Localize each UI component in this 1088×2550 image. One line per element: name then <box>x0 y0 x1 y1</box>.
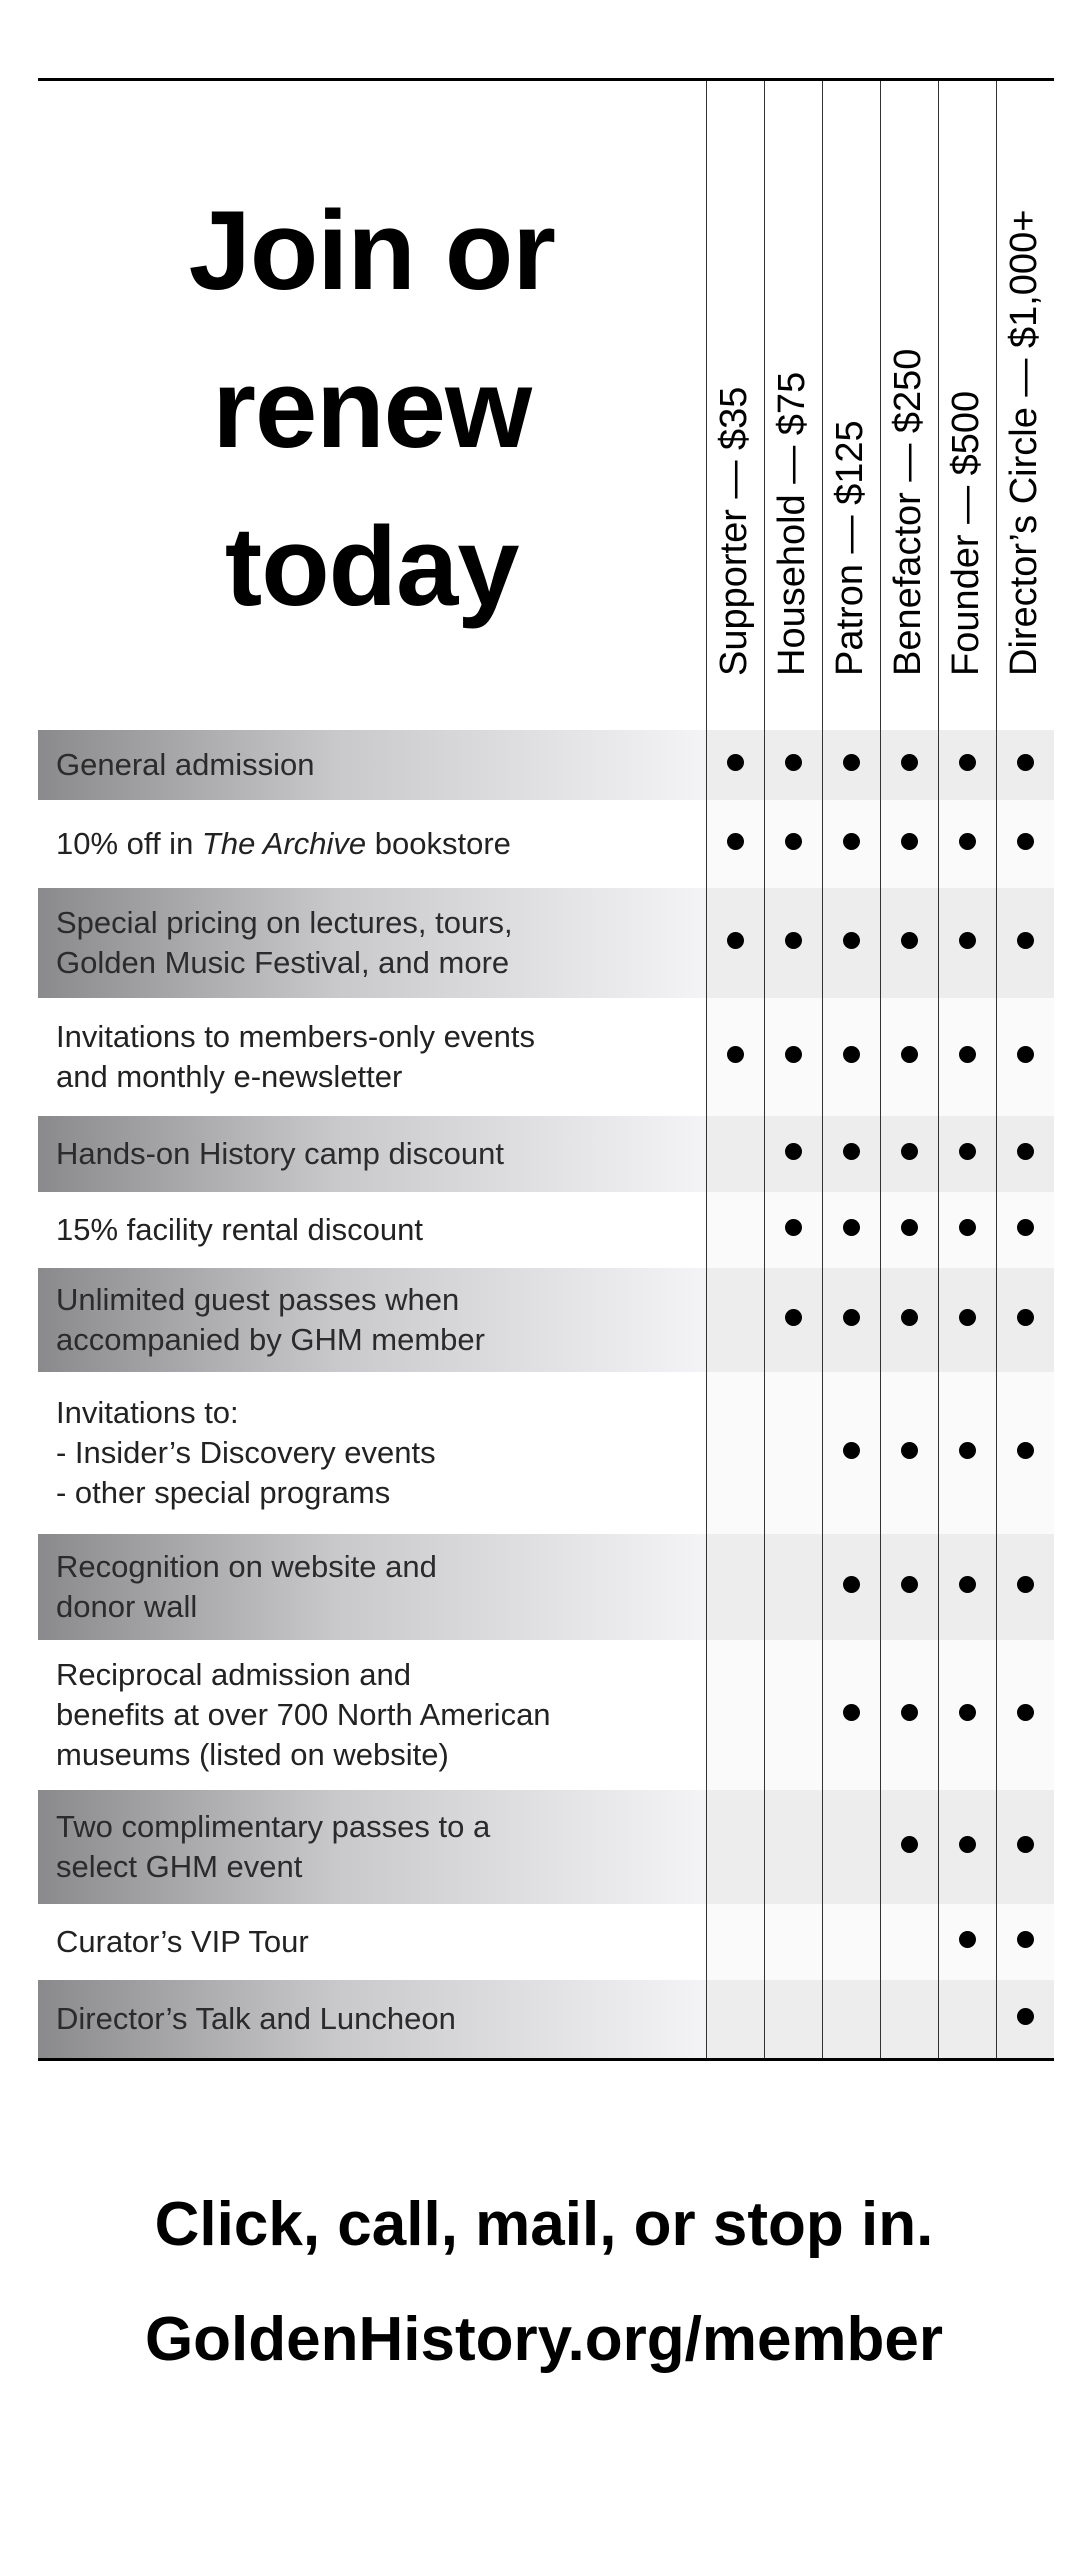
tier-cell <box>822 1640 880 1790</box>
included-dot-icon <box>785 833 802 850</box>
tier-cell <box>706 1980 764 2060</box>
included-dot-icon <box>901 833 918 850</box>
included-dot-icon <box>959 1309 976 1326</box>
table-row <box>38 730 1054 800</box>
tier-cell <box>706 730 764 800</box>
not-included-cell <box>727 1442 744 1459</box>
included-dot-icon <box>1017 1046 1034 1063</box>
tier-cell <box>938 1980 996 2060</box>
benefit-label: Recognition on website and donor wall <box>38 1534 706 1640</box>
tier-cell <box>764 1790 822 1904</box>
included-dot-icon <box>843 1219 860 1236</box>
tier-cell <box>706 1790 764 1904</box>
not-included-cell <box>785 2008 802 2025</box>
tier-label: Patron — $125 <box>829 419 871 676</box>
tier-cell <box>880 1980 938 2060</box>
tier-cell <box>938 1904 996 1980</box>
tier-cell <box>706 1904 764 1980</box>
included-dot-icon <box>959 1704 976 1721</box>
included-dot-icon <box>843 1143 860 1160</box>
tier-cell <box>880 1268 938 1372</box>
included-dot-icon <box>1017 1442 1034 1459</box>
tier-cell <box>764 730 822 800</box>
tier-cell <box>996 1790 1054 1904</box>
benefit-label: Hands-on History camp discount <box>38 1116 706 1192</box>
table-row <box>38 1116 1054 1192</box>
page-title: Join or renew today <box>188 188 555 630</box>
tier-cell <box>938 888 996 998</box>
tier-cell <box>764 1534 822 1640</box>
benefit-label: Invitations to members-only events and monthly e-newsletter <box>56 1018 535 1094</box>
included-dot-icon <box>901 1046 918 1063</box>
benefit-label: Reciprocal admission and benefits at over 700 North American museums (listed on website) <box>56 1656 551 1772</box>
included-dot-icon <box>901 1442 918 1459</box>
included-dot-icon <box>959 932 976 949</box>
tier-cell <box>938 1534 996 1640</box>
tier-cell <box>706 888 764 998</box>
not-included-cell <box>785 1931 802 1948</box>
included-dot-icon <box>959 1442 976 1459</box>
tier-cell <box>822 1904 880 1980</box>
not-included-cell <box>727 1309 744 1326</box>
not-included-cell <box>785 1442 802 1459</box>
tier-cell <box>938 998 996 1116</box>
tier-header-directors-circle <box>996 80 1054 730</box>
included-dot-icon <box>785 1046 802 1063</box>
tier-cell <box>706 1192 764 1268</box>
included-dot-icon <box>1017 1219 1034 1236</box>
included-dot-icon <box>843 1704 860 1721</box>
table-row <box>38 1192 1054 1268</box>
included-dot-icon <box>727 932 744 949</box>
benefit-label: Curator’s VIP Tour <box>56 1923 309 1959</box>
included-dot-icon <box>901 1836 918 1853</box>
tier-cell <box>764 1980 822 2060</box>
included-dot-icon <box>901 1219 918 1236</box>
not-included-cell <box>901 2008 918 2025</box>
tier-cell <box>706 998 764 1116</box>
benefit-label: General admission <box>38 730 706 800</box>
included-dot-icon <box>843 932 860 949</box>
tier-cell <box>880 1790 938 1904</box>
benefit-label: Unlimited guest passes when accompanied by GHM member <box>38 1268 706 1372</box>
table-row <box>38 1268 1054 1372</box>
included-dot-icon <box>959 833 976 850</box>
tier-cell <box>822 730 880 800</box>
tier-cell <box>996 1268 1054 1372</box>
tier-cell <box>938 1268 996 1372</box>
included-dot-icon <box>1017 833 1034 850</box>
tier-cell <box>764 998 822 1116</box>
included-dot-icon <box>901 1309 918 1326</box>
benefit-label: Director’s Talk and Luncheon <box>38 1980 706 2060</box>
tier-cell <box>996 1640 1054 1790</box>
benefit-label: Two complimentary passes to a select GHM event <box>38 1790 706 1904</box>
tier-cell <box>880 1904 938 1980</box>
not-included-cell <box>843 2008 860 2025</box>
included-dot-icon <box>843 1576 860 1593</box>
tier-cell <box>938 730 996 800</box>
tier-cell <box>764 1192 822 1268</box>
tier-cell <box>880 888 938 998</box>
tier-cell <box>996 800 1054 888</box>
not-included-cell <box>727 1836 744 1853</box>
included-dot-icon <box>1017 1704 1034 1721</box>
tier-cell <box>996 1372 1054 1534</box>
title-cell <box>38 80 706 730</box>
membership-benefits-table <box>38 78 1054 2061</box>
included-dot-icon <box>727 754 744 771</box>
not-included-cell <box>959 2008 976 2025</box>
benefit-label-part: bookstore <box>366 825 511 861</box>
tier-header-household <box>764 80 822 730</box>
tier-cell <box>996 1192 1054 1268</box>
tier-cell <box>938 1790 996 1904</box>
tier-cell <box>706 800 764 888</box>
tier-cell <box>880 1116 938 1192</box>
table-row <box>38 1904 1054 1980</box>
table-row <box>38 1534 1054 1640</box>
tier-label: Supporter — $35 <box>713 386 755 676</box>
tier-cell <box>880 1640 938 1790</box>
tier-cell <box>880 800 938 888</box>
tier-cell <box>706 1640 764 1790</box>
included-dot-icon <box>727 833 744 850</box>
tier-header-supporter <box>706 80 764 730</box>
included-dot-icon <box>1017 932 1034 949</box>
tier-cell <box>880 1192 938 1268</box>
tier-cell <box>822 1268 880 1372</box>
included-dot-icon <box>959 1576 976 1593</box>
tier-cell <box>996 998 1054 1116</box>
table-row <box>38 800 1054 888</box>
tier-cell <box>996 1534 1054 1640</box>
included-dot-icon <box>843 833 860 850</box>
tier-cell <box>706 1116 764 1192</box>
table-row <box>38 1640 1054 1790</box>
not-included-cell <box>785 1576 802 1593</box>
included-dot-icon <box>785 932 802 949</box>
included-dot-icon <box>785 754 802 771</box>
included-dot-icon <box>785 1309 802 1326</box>
tier-cell <box>822 1116 880 1192</box>
benefit-label: 15% facility rental discount <box>56 1211 424 1247</box>
tier-cell <box>764 1904 822 1980</box>
included-dot-icon <box>1017 1931 1034 1948</box>
tier-cell <box>880 730 938 800</box>
tier-cell <box>996 888 1054 998</box>
included-dot-icon <box>901 1143 918 1160</box>
included-dot-icon <box>1017 1143 1034 1160</box>
tier-label: Benefactor — $250 <box>887 348 929 676</box>
call-to-action-text: Click, call, mail, or stop in. <box>154 2190 934 2259</box>
tier-label: Founder — $500 <box>945 390 987 676</box>
tier-cell <box>764 800 822 888</box>
not-included-cell <box>843 1931 860 1948</box>
included-dot-icon <box>727 1046 744 1063</box>
tier-cell <box>938 1192 996 1268</box>
tier-cell <box>938 1640 996 1790</box>
table-header-row <box>38 80 1054 730</box>
included-dot-icon <box>959 754 976 771</box>
tier-cell <box>880 1534 938 1640</box>
included-dot-icon <box>843 1442 860 1459</box>
tier-cell <box>764 1116 822 1192</box>
tier-header-benefactor <box>880 80 938 730</box>
tier-cell <box>880 1372 938 1534</box>
tier-cell <box>996 1980 1054 2060</box>
tier-cell <box>706 1372 764 1534</box>
table-row <box>38 888 1054 998</box>
tier-label: Director’s Circle — $1,000+ <box>1003 209 1046 676</box>
included-dot-icon <box>1017 1309 1034 1326</box>
tier-cell <box>938 800 996 888</box>
included-dot-icon <box>785 1219 802 1236</box>
not-included-cell <box>843 1836 860 1853</box>
tier-header-founder <box>938 80 996 730</box>
not-included-cell <box>785 1704 802 1721</box>
benefit-label <box>38 800 706 888</box>
not-included-cell <box>901 1931 918 1948</box>
included-dot-icon <box>959 1836 976 1853</box>
tier-cell <box>822 888 880 998</box>
included-dot-icon <box>785 1143 802 1160</box>
table-row <box>38 1372 1054 1534</box>
tier-cell <box>764 888 822 998</box>
not-included-cell <box>727 1931 744 1948</box>
tier-cell <box>938 1372 996 1534</box>
tier-cell <box>996 1904 1054 1980</box>
included-dot-icon <box>901 1576 918 1593</box>
membership-url-link[interactable]: GoldenHistory.org/member <box>144 2305 944 2374</box>
table-row <box>38 1790 1054 1904</box>
table-row <box>38 1980 1054 2060</box>
tier-cell <box>822 1372 880 1534</box>
tier-cell <box>764 1640 822 1790</box>
tier-cell <box>764 1372 822 1534</box>
tier-cell <box>938 1116 996 1192</box>
included-dot-icon <box>1017 1836 1034 1853</box>
tier-cell <box>706 1268 764 1372</box>
tier-cell <box>706 1534 764 1640</box>
included-dot-icon <box>901 754 918 771</box>
included-dot-icon <box>1017 754 1034 771</box>
included-dot-icon <box>1017 1576 1034 1593</box>
included-dot-icon <box>901 1704 918 1721</box>
not-included-cell <box>727 2008 744 2025</box>
tier-label: Household — $75 <box>771 371 813 676</box>
not-included-cell <box>727 1219 744 1236</box>
included-dot-icon <box>959 1931 976 1948</box>
tier-cell <box>822 998 880 1116</box>
tier-cell <box>822 1534 880 1640</box>
tier-cell <box>822 1790 880 1904</box>
included-dot-icon <box>843 1309 860 1326</box>
tier-header-patron <box>822 80 880 730</box>
tier-cell <box>880 998 938 1116</box>
tier-cell <box>764 1268 822 1372</box>
not-included-cell <box>727 1704 744 1721</box>
benefit-label: Special pricing on lectures, tours, Golden Music Festival, and more <box>38 888 706 998</box>
included-dot-icon <box>1017 2008 1034 2025</box>
tier-cell <box>822 1192 880 1268</box>
benefit-label: Invitations to: - Insider’s Discovery events - other special programs <box>56 1394 436 1510</box>
not-included-cell <box>785 1836 802 1853</box>
included-dot-icon <box>959 1219 976 1236</box>
included-dot-icon <box>959 1143 976 1160</box>
included-dot-icon <box>959 1046 976 1063</box>
not-included-cell <box>727 1576 744 1593</box>
tier-cell <box>996 1116 1054 1192</box>
tier-cell <box>822 1980 880 2060</box>
included-dot-icon <box>843 754 860 771</box>
benefit-label-part: 10% off in <box>56 825 202 861</box>
tier-cell <box>996 730 1054 800</box>
not-included-cell <box>727 1143 744 1160</box>
included-dot-icon <box>901 932 918 949</box>
bookstore-name: The Archive <box>201 825 367 861</box>
tier-cell <box>822 800 880 888</box>
included-dot-icon <box>843 1046 860 1063</box>
table-row <box>38 998 1054 1116</box>
